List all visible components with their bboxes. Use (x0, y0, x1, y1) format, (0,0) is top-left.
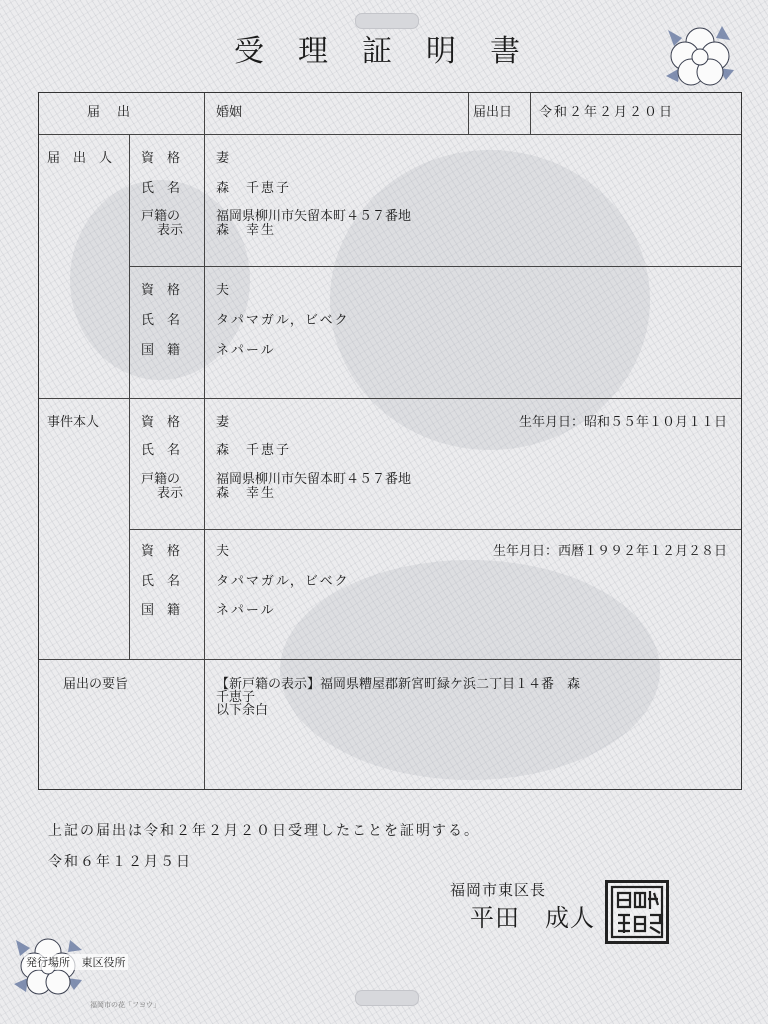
notifier1-name: 森 千恵子 (216, 181, 292, 196)
row-divider (129, 266, 741, 267)
subject1-status-label: 資 格 (141, 415, 181, 430)
row-divider (39, 134, 741, 135)
subjects-label: 事件本人 (47, 415, 100, 430)
notifier2-name: タパマガル，ビベク (216, 313, 350, 328)
notifier2-nationality-label: 国 籍 (141, 343, 181, 358)
subject2-status: 夫 (216, 544, 230, 559)
subject2-name: タパマガル，ビベク (216, 574, 350, 589)
row-divider (39, 659, 741, 660)
subject1-koseki-head: 森 幸生 (216, 486, 277, 501)
issuer-name: 平田 成人 (470, 904, 595, 932)
notification-date: 令和２年２月２０日 (539, 105, 675, 120)
issuer-title: 福岡市東区長 (450, 881, 547, 899)
column-divider (204, 93, 205, 659)
notifier1-koseki-label: 戸籍の (141, 209, 181, 224)
subject1-name-label: 氏 名 (141, 443, 181, 458)
notifier1-koseki-address: 福岡県柳川市矢留本町４５７番地 (216, 209, 412, 224)
notification-date-label: 届出日 (473, 105, 513, 120)
notifier2-status: 夫 (216, 283, 230, 298)
certification-date: 令和６年１２月５日 (48, 854, 192, 870)
subject2-name-label: 氏 名 (141, 574, 181, 589)
subject1-status: 妻 (216, 415, 230, 430)
subject2-status-label: 資 格 (141, 544, 181, 559)
certificate-table (38, 92, 742, 790)
document-title: 受理証明書 (234, 34, 554, 69)
notifier1-status: 妻 (216, 151, 230, 166)
notifier2-name-label: 氏 名 (141, 313, 181, 328)
column-divider (129, 134, 130, 659)
issuing-office-label: 発行場所 (26, 956, 70, 969)
official-seal (605, 880, 669, 944)
notifier1-status-label: 資 格 (141, 151, 181, 166)
subject2-birthdate: 生年月日：西暦１９９２年１２月２８日 (492, 544, 727, 559)
flower-emblem-icon (660, 20, 740, 90)
subject1-koseki-address: 福岡県柳川市矢留本町４５７番地 (216, 472, 412, 487)
notifier1-koseki-label-2: 表示 (157, 223, 184, 238)
subject2-nationality: ネパール (216, 603, 276, 618)
row-divider (39, 398, 741, 399)
subject2-nationality-label: 国 籍 (141, 603, 181, 618)
notification-label: 届 出 (87, 105, 133, 120)
notifiers-label: 届 出 人 (47, 151, 113, 166)
subject1-koseki-label: 戸籍の (141, 472, 181, 487)
column-divider (204, 659, 205, 789)
city-emblem (355, 990, 419, 1006)
subject1-name: 森 千恵子 (216, 443, 292, 458)
subject1-koseki-label-2: 表示 (157, 486, 184, 501)
purport-line-2: 千恵子 (216, 690, 256, 705)
column-divider (468, 93, 469, 134)
certification-statement: 上記の届出は令和２年２月２０日受理したことを証明する。 (48, 823, 480, 839)
notifier1-koseki-head: 森 幸生 (216, 223, 277, 238)
notifier2-status-label: 資 格 (141, 283, 181, 298)
purport-label: 届出の要旨 (63, 677, 129, 692)
subject1-birthdate: 生年月日：昭和５５年１０月１１日 (518, 415, 727, 430)
notifier1-name-label: 氏 名 (141, 181, 181, 196)
row-divider (129, 529, 741, 530)
purport-line-3: 以下余白 (216, 703, 269, 718)
column-divider (530, 93, 531, 134)
seal-glyphs-icon (608, 883, 666, 941)
issuing-office (24, 954, 128, 970)
flower-caption: 福岡市の花「フヨウ」 (90, 1001, 160, 1009)
purport-line-1: 【新戸籍の表示】福岡県糟屋郡新宮町緑ケ浜二丁目１４番 森 (216, 677, 581, 692)
notifier2-nationality: ネパール (216, 343, 276, 358)
issuing-office-name: 東区役所 (81, 956, 126, 969)
notification-type: 婚姻 (216, 105, 243, 120)
